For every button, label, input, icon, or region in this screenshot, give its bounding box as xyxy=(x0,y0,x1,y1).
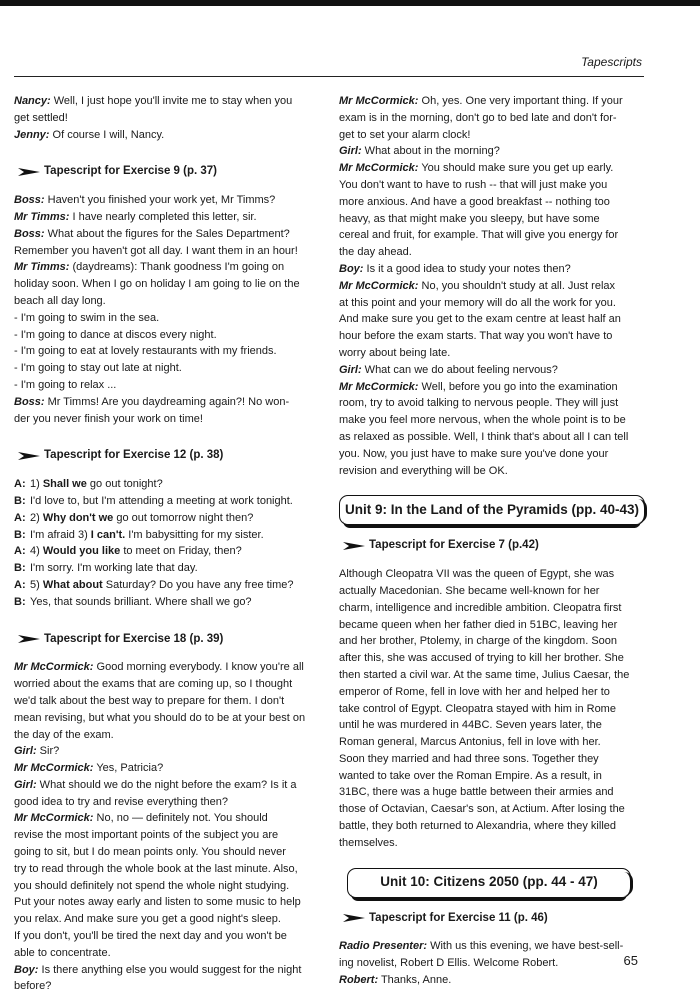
line-text: worried about the exams that are coming up, so I thought xyxy=(14,678,293,691)
unit10-title: Unit 10: Citizens 2050 (pp. 44 - 47) xyxy=(380,874,598,890)
text-line xyxy=(14,894,318,911)
text-line: themselves. xyxy=(339,836,398,849)
text-line xyxy=(14,377,318,394)
text-line xyxy=(14,878,318,895)
line-text xyxy=(30,560,198,577)
speaker-name: Girl: xyxy=(339,363,362,376)
line-text: Remember you haven't got all day. I want them in an hour! xyxy=(14,244,298,257)
text-line xyxy=(14,411,318,428)
text-line: charm, intelligence and incredible ambition. Cleopatra first xyxy=(339,601,622,614)
speaker-name: Boy: xyxy=(14,963,39,976)
text-line xyxy=(14,310,318,327)
text-line: wanted to take over the Roman Empire. As a result, in xyxy=(339,769,602,782)
line-text: Sir? xyxy=(36,745,60,758)
dialogue-row xyxy=(14,577,318,594)
line-text: - I'm going to relax ... xyxy=(14,378,117,391)
text-line: Soon they married and had three sons. Together they xyxy=(339,752,599,765)
line-text: What should we do the night before the exam? Is it a xyxy=(36,778,297,791)
ex18-continued xyxy=(339,93,645,479)
speaker-name: Mr Timms: xyxy=(14,261,70,274)
text-part: I'm afraid 3) xyxy=(30,528,91,541)
speaker-label: A: xyxy=(14,511,26,524)
text-line xyxy=(14,693,318,710)
text-line xyxy=(339,429,645,446)
line-text: revision and everything will be OK. xyxy=(339,464,508,477)
line-text: before? xyxy=(14,980,52,990)
text-line xyxy=(339,938,645,955)
text-line: became queen when her father died in 51BC, leaving her xyxy=(339,618,618,631)
text-line xyxy=(339,328,645,345)
line-text: With us this evening, we have best-sell- xyxy=(427,940,624,953)
line-text: cereal and fruit, for example. That will give you energy for xyxy=(339,229,619,242)
text-line xyxy=(14,93,318,110)
text-part: I'm babysitting for my sister. xyxy=(125,528,264,541)
line-text: Mr Timms! Are you daydreaming again?! No won- xyxy=(44,395,290,408)
speaker-name: Jenny: xyxy=(14,128,50,141)
speaker-name: Robert: xyxy=(339,974,379,987)
line-text: heavy, as that might make you sleepy, but have some xyxy=(339,212,600,225)
line-text: Well, before you go into the examination xyxy=(418,380,618,393)
text-line xyxy=(339,463,645,480)
bold-phrase: I can't. xyxy=(90,528,126,541)
text-line xyxy=(14,276,318,293)
speaker-label: A: xyxy=(14,578,26,591)
speaker-name: Boss: xyxy=(14,194,45,207)
speaker-label: A: xyxy=(14,478,26,491)
line-text: Yes, Patricia? xyxy=(93,762,164,775)
text-line: Although Cleopatra VII was the queen of Egypt, she was xyxy=(339,568,615,581)
dialogue-row xyxy=(14,493,318,510)
bold-phrase: Shall we xyxy=(42,478,87,491)
speaker-label: B: xyxy=(14,595,26,608)
line-text: make you feel more nervous, when the whole point is to be xyxy=(339,414,626,427)
speaker-label: B: xyxy=(14,562,26,575)
speaker-name: Mr McCormick: xyxy=(339,95,419,107)
text-line xyxy=(14,794,318,811)
speaker-name: Radio Presenter: xyxy=(339,940,428,953)
arrow-icon xyxy=(18,634,40,644)
text-line xyxy=(14,810,318,827)
speaker-name: Mr McCormick: xyxy=(339,380,419,393)
text-line xyxy=(339,127,645,144)
line-text: - I'm going to stay out late at night. xyxy=(14,362,182,375)
text-line xyxy=(339,311,645,328)
text-line xyxy=(14,844,318,861)
section-heading-ex9 xyxy=(18,163,318,180)
text-line xyxy=(339,143,645,160)
section-title: Tapescript for Exercise 11 (p. 46) xyxy=(369,911,548,924)
text-line xyxy=(14,360,318,377)
line-text: Well, I just hope you'll invite me to stay when you xyxy=(50,95,293,107)
line-text: try to read through the whole book at the last minute. Also, xyxy=(14,862,298,875)
top-border-bar xyxy=(0,0,700,6)
text-line xyxy=(339,278,645,295)
dialogue-row xyxy=(14,476,318,493)
section-heading-ex18 xyxy=(18,631,318,648)
text-part: to meet on Friday, then? xyxy=(120,545,242,558)
radio-dialogue xyxy=(339,938,645,988)
running-header: Tapescripts xyxy=(581,55,642,69)
text-line xyxy=(14,827,318,844)
section-heading-ex11 xyxy=(343,910,645,927)
text-part: Yes, that sounds brilliant. Where shall we go? xyxy=(30,595,252,608)
text-line: battle, they both returned to Alexandria, where they killed xyxy=(339,820,617,833)
line-text: - I'm going to swim in the sea. xyxy=(14,311,160,324)
line-text: you. Now, you just have to make sure you've done your xyxy=(339,447,609,460)
section-title: Tapescript for Exercise 9 (p. 37) xyxy=(44,165,217,178)
text-part: I'm sorry. I'm working late that day. xyxy=(30,562,198,575)
text-part: 1) xyxy=(30,478,43,491)
line-text xyxy=(30,594,252,611)
text-line: Roman general, Marcus Antonius, fell in love with her. xyxy=(339,736,601,749)
text-part: go out tonight? xyxy=(86,478,163,491)
text-line xyxy=(14,710,318,727)
text-line xyxy=(339,244,645,261)
line-text: we'd talk about the best way to prepare for them. I don't xyxy=(14,694,285,707)
line-text xyxy=(30,476,163,493)
text-line xyxy=(339,362,645,379)
line-text: What can we do about feeling nervous? xyxy=(361,363,558,376)
line-text: revise the most important points of the subject you are xyxy=(14,829,279,842)
text-line xyxy=(14,394,318,411)
speaker-name: Girl: xyxy=(14,745,37,758)
text-line xyxy=(339,110,645,127)
text-line xyxy=(339,972,645,989)
line-text: Of course I will, Nancy. xyxy=(49,128,165,141)
line-text: No, no — definitely not. You should xyxy=(93,812,268,825)
bold-phrase: What about xyxy=(42,578,103,591)
section-title: Tapescript for Exercise 18 (p. 39) xyxy=(44,632,224,645)
line-text: good idea to try and revise everything then? xyxy=(14,795,229,808)
unit9-heading-box xyxy=(339,495,645,525)
line-text: Is it a good idea to study your notes then? xyxy=(363,262,571,275)
text-part: 5) xyxy=(30,578,43,591)
line-text: No, you shouldn't study at all. Just relax xyxy=(418,279,616,292)
text-line xyxy=(14,676,318,693)
line-text: You should make sure you get up early. xyxy=(418,162,614,175)
text-part: Saturday? Do you have any free time? xyxy=(102,578,294,591)
dialogue-row xyxy=(14,560,318,577)
line-text: Put your notes away early and listen to some music to help xyxy=(14,896,301,909)
text-line xyxy=(14,727,318,744)
line-text: the day of the exam. xyxy=(14,728,114,741)
text-line xyxy=(339,227,645,244)
arrow-icon xyxy=(18,167,40,177)
arrow-icon xyxy=(343,541,365,551)
text-line: actually Macedonian. She became well-known for her xyxy=(339,584,600,597)
dialogue-row xyxy=(14,594,318,611)
speaker-name: Girl: xyxy=(339,145,362,158)
line-text xyxy=(30,527,264,544)
line-text: beach all day long. xyxy=(14,294,106,307)
text-line xyxy=(339,261,645,278)
text-line xyxy=(339,93,645,110)
text-line xyxy=(14,127,318,144)
line-text: holiday soon. When I go on holiday I am going to lie on the xyxy=(14,278,300,291)
text-line xyxy=(339,160,645,177)
line-text: Oh, yes. One very important thing. If your xyxy=(418,95,623,107)
line-text: der you never finish your work on time! xyxy=(14,412,203,425)
speaker-name: Boy: xyxy=(339,262,364,275)
line-text: (daydreams): Thank goodness I'm going on xyxy=(69,261,285,274)
text-line: until he was murdered in 44BC. Seven years later, the xyxy=(339,719,602,732)
speaker-name: Mr McCormick: xyxy=(14,661,94,674)
speaker-name: Nancy: xyxy=(14,95,51,107)
text-line xyxy=(14,259,318,276)
ex18-dialogue xyxy=(14,659,318,990)
line-text: hour before the exam starts. That way you won't have to xyxy=(339,330,613,343)
text-line xyxy=(14,911,318,928)
speaker-name: Boss: xyxy=(14,227,45,240)
unit10-heading-box xyxy=(347,868,631,898)
line-text xyxy=(30,543,242,560)
text-line xyxy=(14,777,318,794)
cleopatra-text xyxy=(339,566,645,852)
line-text: What about in the morning? xyxy=(361,145,500,158)
text-line xyxy=(14,945,318,962)
text-line xyxy=(14,293,318,310)
text-line xyxy=(14,192,318,209)
text-part: I'd love to, but I'm attending a meeting at work tonight. xyxy=(30,494,293,507)
text-line xyxy=(14,209,318,226)
arrow-icon xyxy=(18,451,40,461)
speaker-name: Boss: xyxy=(14,395,45,408)
page-number: 65 xyxy=(623,953,638,969)
text-line xyxy=(14,978,318,990)
text-line: emperor of Rome, fell in love with her and helped her to xyxy=(339,685,610,698)
line-text: able to concentrate. xyxy=(14,946,111,959)
text-line: after this, she was accused of trying to kill her brother. She xyxy=(339,652,624,665)
text-line xyxy=(339,345,645,362)
line-text: get to set your alarm clock! xyxy=(339,128,471,141)
line-text xyxy=(30,577,294,594)
speaker-label: A: xyxy=(14,545,26,558)
section-title: Tapescript for Exercise 12 (p. 38) xyxy=(44,449,224,462)
text-line xyxy=(14,243,318,260)
dialogue-row xyxy=(14,527,318,544)
line-text: you relax. And make sure you get a good night's sleep. xyxy=(14,913,281,926)
speaker-name: Mr McCormick: xyxy=(14,812,94,825)
line-text: Is there anything else you would suggest for the night xyxy=(38,963,302,976)
section-heading-ex12 xyxy=(18,447,318,464)
text-line xyxy=(339,177,645,194)
speaker-label: B: xyxy=(14,528,26,541)
line-text: the day ahead. xyxy=(339,246,412,259)
text-line xyxy=(339,211,645,228)
dialogue-row xyxy=(14,510,318,527)
text-line xyxy=(14,962,318,979)
line-text: as relaxed as possible. Well, I think that's about all I can tell xyxy=(339,430,629,443)
text-line xyxy=(14,659,318,676)
line-text xyxy=(30,493,293,510)
text-part: 2) xyxy=(30,511,43,524)
ex12-dialogue xyxy=(14,476,318,610)
speaker-name: Mr McCormick: xyxy=(339,162,419,175)
line-text: exam is in the morning, don't go to bed late and don't for- xyxy=(339,111,617,124)
text-line: and her brother, Ptolemy, in charge of the kingdom. Soon xyxy=(339,635,618,648)
line-text: ing novelist, Robert D Ellis. Welcome Robert. xyxy=(339,957,559,970)
text-line xyxy=(339,379,645,396)
line-text: - I'm going to eat at lovely restaurants with my friends. xyxy=(14,345,277,358)
line-text: mean revising, but what you should do to be at your best on xyxy=(14,711,306,724)
line-text: I have nearly completed this letter, sir. xyxy=(69,210,257,223)
line-text: And make sure you get to the exam centre at least half an xyxy=(339,313,621,326)
text-part: 4) xyxy=(30,545,43,558)
text-line xyxy=(339,194,645,211)
text-line xyxy=(339,955,645,972)
unit9-title: Unit 9: In the Land of the Pyramids (pp. 40-43) xyxy=(344,501,640,517)
speaker-name: Mr Timms: xyxy=(14,210,70,223)
text-line xyxy=(14,760,318,777)
line-text: What about the figures for the Sales Department? xyxy=(44,227,290,240)
bold-phrase: Why don't we xyxy=(42,511,114,524)
speaker-label: B: xyxy=(14,494,26,507)
text-line xyxy=(14,327,318,344)
line-text: - I'm going to dance at discos every night. xyxy=(14,328,217,341)
line-text: at this point and your memory will do all the work for you. xyxy=(339,296,616,309)
speaker-name: Girl: xyxy=(14,778,37,791)
text-line xyxy=(339,295,645,312)
line-text: more anxious. And have a good breakfast -- nothing too xyxy=(339,195,610,208)
line-text: Thanks, Anne. xyxy=(378,974,452,987)
section-heading-ex7 xyxy=(343,537,645,554)
line-text: If you don't, you'll be tired the next day and you won't be xyxy=(14,930,287,943)
arrow-icon xyxy=(343,913,365,923)
bold-phrase: Would you like xyxy=(42,545,121,558)
line-text: going to sit, but I do mean points only. You should never xyxy=(14,846,286,859)
line-text: you should definitely not spend the whole night studying. xyxy=(14,879,290,892)
left-column xyxy=(14,93,318,990)
dialogue-row xyxy=(14,543,318,560)
text-line: get settled! xyxy=(14,111,68,124)
line-text: worry about being late. xyxy=(339,346,451,359)
text-line xyxy=(14,226,318,243)
line-text: Good morning everybody. I know you're all xyxy=(93,661,304,674)
text-part: go out tomorrow night then? xyxy=(113,511,254,524)
speaker-name: Mr McCormick: xyxy=(339,279,419,292)
right-column xyxy=(339,93,645,989)
header-rule xyxy=(14,76,644,77)
ex9-dialogue xyxy=(14,192,318,427)
text-line xyxy=(14,343,318,360)
text-line xyxy=(14,743,318,760)
line-text: Haven't you finished your work yet, Mr Timms? xyxy=(44,194,276,207)
text-line xyxy=(339,412,645,429)
speaker-name: Mr McCormick: xyxy=(14,762,94,775)
text-line: take control of Egypt. Cleopatra stayed with him in Rome xyxy=(339,702,616,715)
line-text: You don't want to have to rush -- that will just make you xyxy=(339,178,608,191)
text-line xyxy=(14,861,318,878)
text-line xyxy=(14,928,318,945)
line-text xyxy=(30,510,253,527)
text-line xyxy=(339,446,645,463)
line-text: room, try to avoid talking to nervous people. They will just xyxy=(339,397,619,410)
text-line: those of Octavian, Caesar's son, at Actium. After losing the xyxy=(339,803,625,816)
section-title: Tapescript for Exercise 7 (p.42) xyxy=(369,539,539,552)
text-line: then started a civil war. At the same time, Julius Caesar, the xyxy=(339,668,630,681)
text-line: 31BC, there was a huge battle between their armies and xyxy=(339,786,614,799)
intro-dialogue xyxy=(14,93,318,143)
text-line xyxy=(339,395,645,412)
